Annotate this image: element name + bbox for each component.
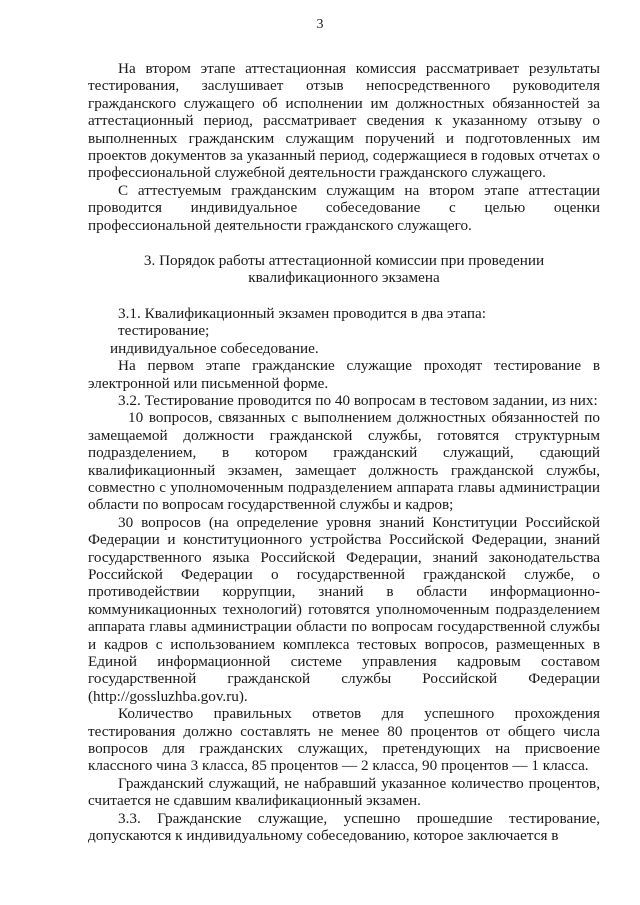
- page-number: 3: [316, 17, 324, 32]
- paragraph-3-3: 3.3. Гражданские служащие, успешно прошедшие тестирование, допускаются к индивидуальному собеседованию, которое заключается в: [88, 809, 600, 845]
- paragraph-failed: Гражданский служащий, не набравший указанное количество процентов, считается не сдавшим квалификационный экзамен.: [88, 774, 600, 810]
- list-item-testing: тестирование;: [118, 322, 210, 340]
- paragraph-first-stage: На первом этапе гражданские служащие проходят тестирование в электронной или письменной форме.: [88, 357, 600, 392]
- paragraph-10-questions: 10 вопросов, связанных с выполнением должностных обязанностей по замещаемой должности гражданской службы, готовятся структурным подразделением, в котором гражданский служащий, сдающий квалификационный экзамен, замещает должность гражданской службы, совместно с уполномоченным подразделением аппарата главы администрации области по вопросам государственной службы и кадров;: [88, 409, 600, 514]
- paragraph-30-questions: 30 вопросов (на определение уровня знаний Конституции Российской Федерации и конституционного устройства Российской Федерации, знаний государственного языка Российской Федерации, знаний законодательства Российской Федерации о государственной гражданской службе, о противодействии коррупции, знаний в области информационно-коммуникационных технологий) готовятся уполномоченным подразделением аппарата главы администрации области по вопросам государственной службы и кадров с использованием комплекса тестовых вопросов, размещенных в Единой информационной системе управления кадровым составом государственной гражданской службы Российской Федерации (http://gossluzhba.gov.ru).: [88, 513, 600, 705]
- section-heading: 3. Порядок работы аттестационной комиссии при проведении квалификационного экзамена: [143, 252, 545, 287]
- paragraph-3-2: 3.2. Тестирование проводится по 40 вопросам в тестовом задании, из них:: [118, 391, 598, 409]
- list-item-interview: индивидуальное собеседование.: [110, 339, 319, 357]
- spacer: [88, 234, 600, 252]
- paragraph-interview: С аттестуемым гражданским служащим на втором этапе аттестации проводится индивидуальное собеседование с целью оценки профессиональной деятельности гражданского служащего.: [88, 181, 600, 234]
- paragraph-3-1: 3.1. Квалификационный экзамен проводится в два этапа:: [118, 304, 486, 322]
- spacer: [88, 287, 600, 305]
- paragraph-second-stage: На втором этапе аттестационная комиссия рассматривает результаты тестирования, заслушивает отзыв непосредственного руководителя гражданского служащего об исполнении им должностных обязанностей за аттестационный период, рассматривает сведения к указанному отзыву о выполненных гражданским служащим поручений и подготовленных им проектов документов за указанный период, содержащиеся в годовых отчетах о профессиональной служебной деятельности гражданского служащего.: [88, 60, 600, 182]
- paragraph-correct-answers: Количество правильных ответов для успешного прохождения тестирования должно составлять не менее 80 процентов от общего числа вопросов для гражданских служащих, претендующих на присвоение классного чина 3 класса, 85 процентов — 2 класса, 90 процентов — 1 класса.: [88, 705, 600, 775]
- document-body: [88, 60, 600, 844]
